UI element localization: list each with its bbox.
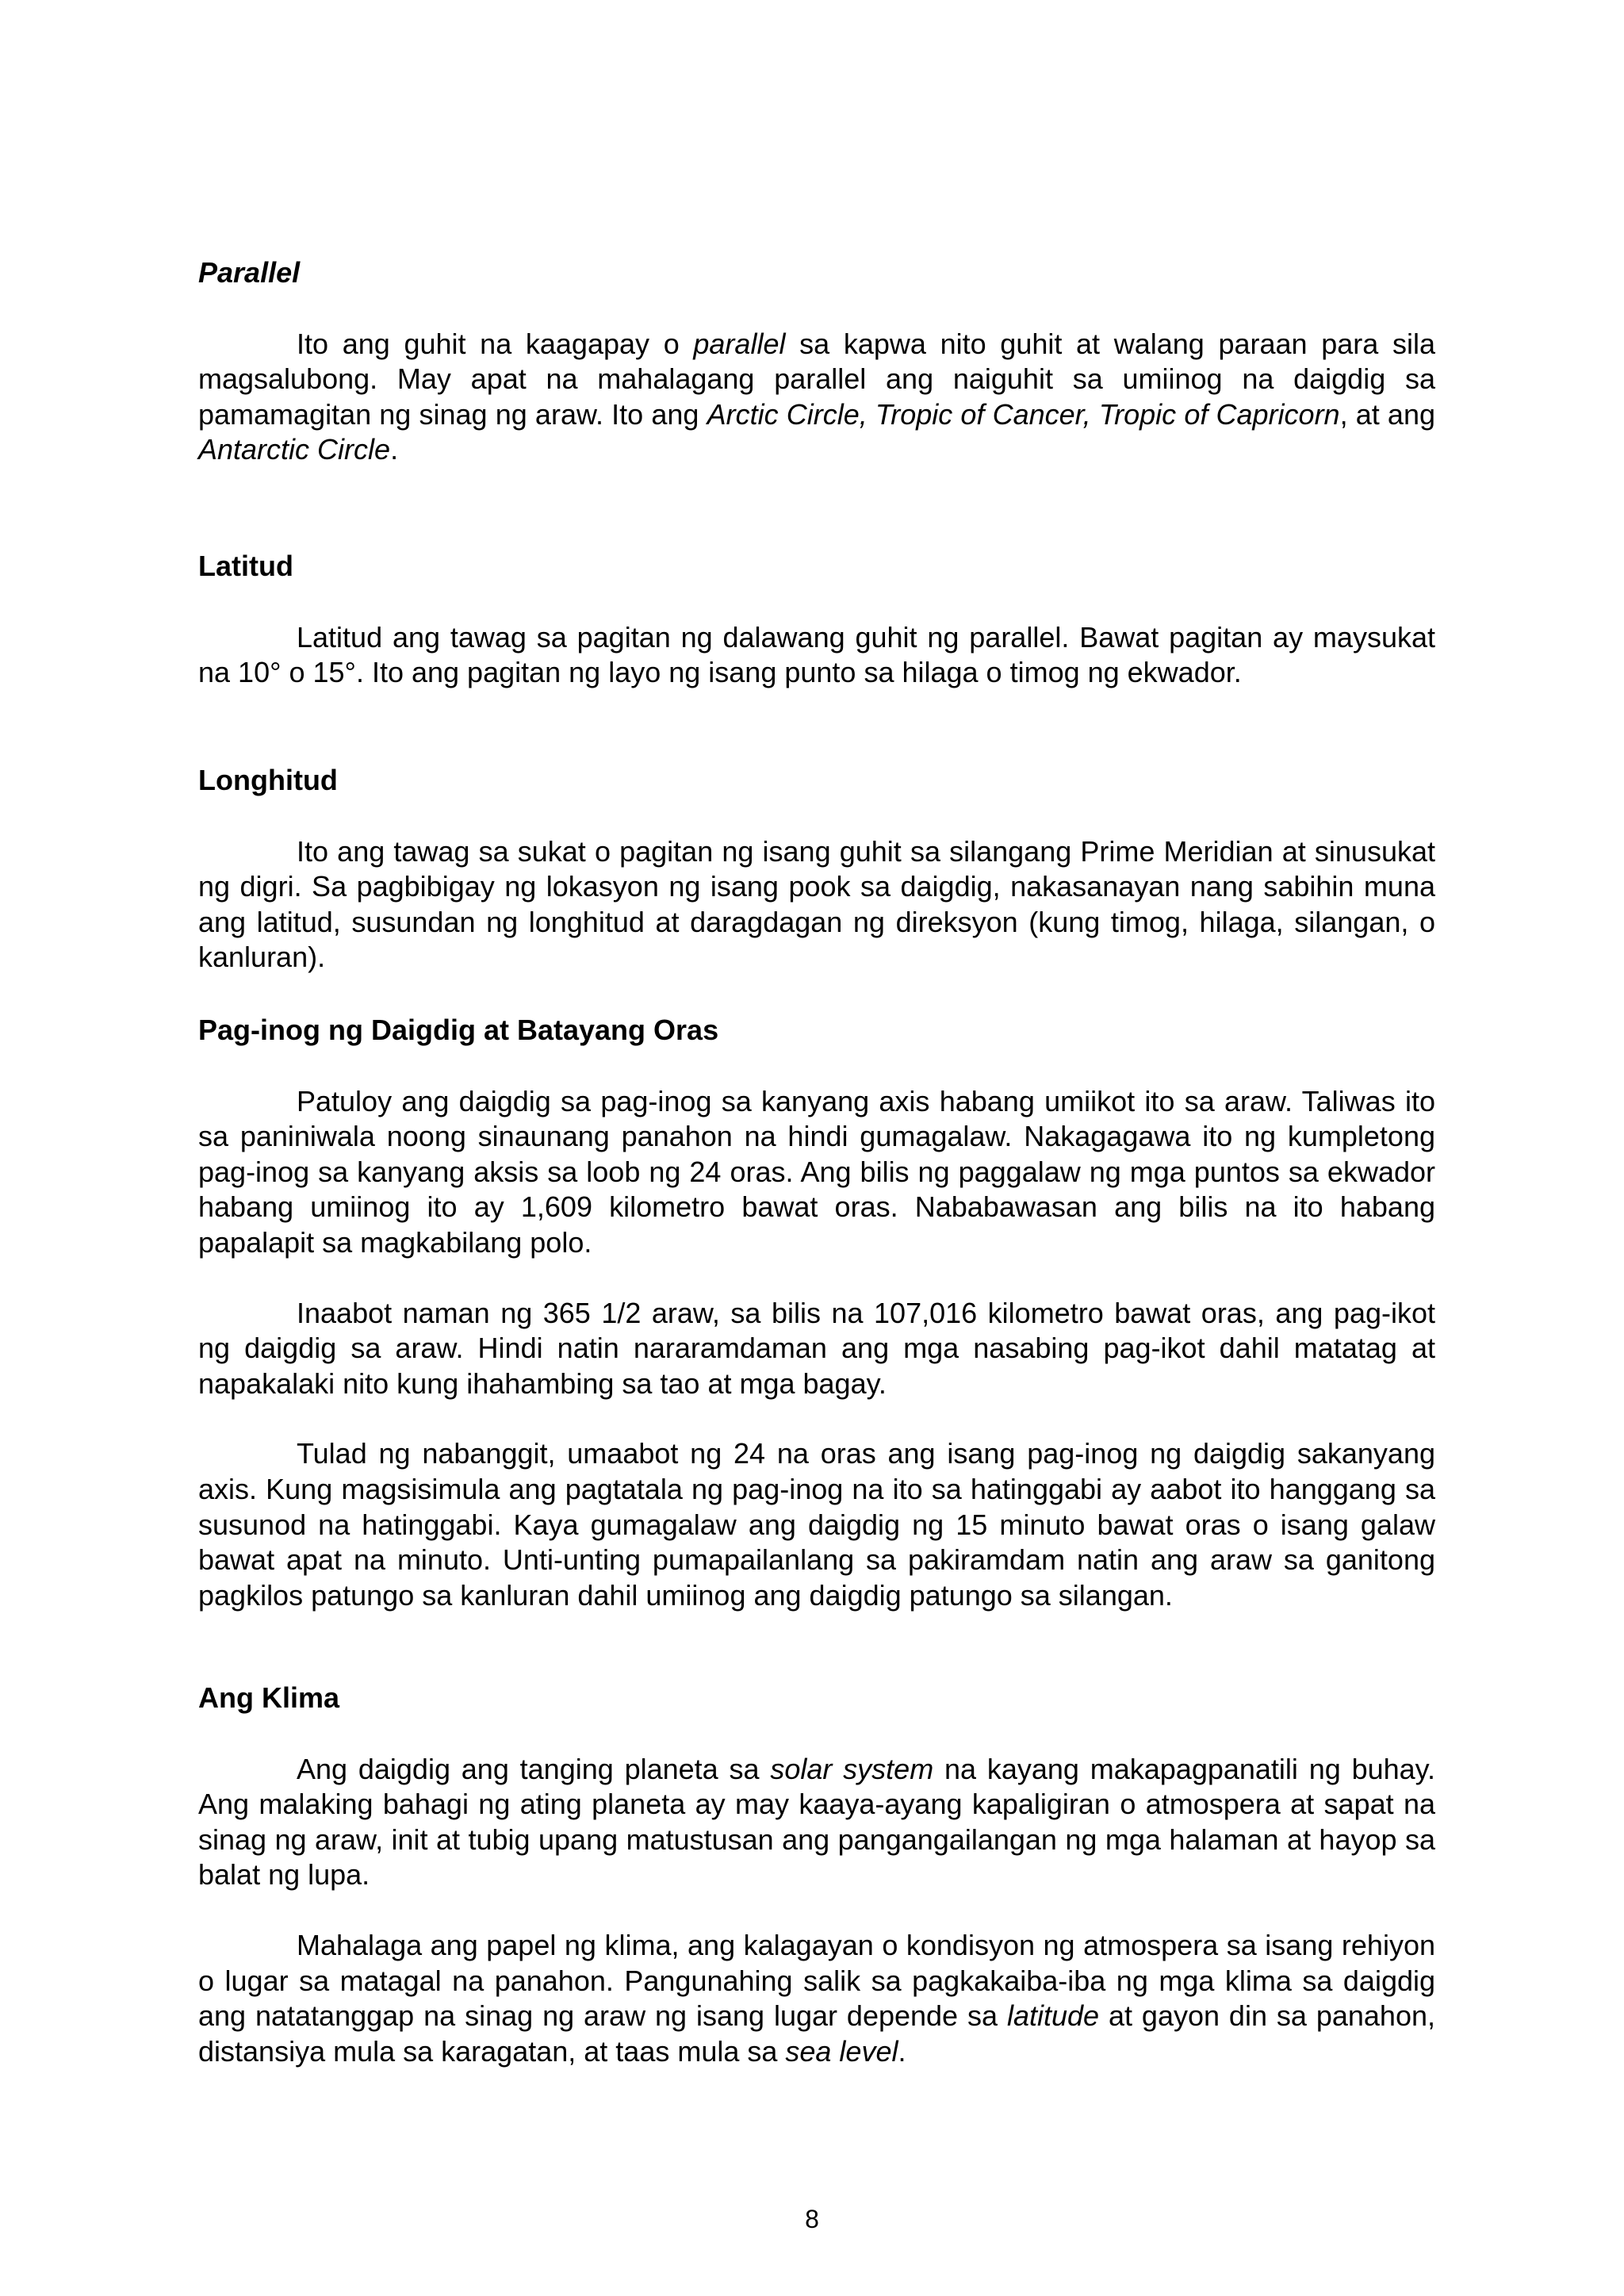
section-paragraph: Ito ang tawag sa sukat o pagitan ng isang guhit sa silangang Prime Meridian at sinusukat ng digri. Sa pagbibigay ng lokasyon ng isang pook sa daigdig, nakasanayan nang sabihin muna ang latitud, susundan ng longhitud at daragdagan ng direksyon (kung timog, hilaga, silangan, o kanluran). <box>198 834 1435 974</box>
section-ang-klima <box>198 1681 1435 2069</box>
section-paragraph: Ito ang guhit na kaagapay o parallel sa kapwa nito guhit at walang paraan para sila magsalubong. May apat na mahalagang parallel ang naiguhit sa umiinog na daigdig sa pamamagitan ng sinag ng araw. Ito ang Arctic Circle, Tropic of Cancer, Tropic of Capricorn, at ang Antarctic Circle. <box>198 327 1435 466</box>
section-heading: Longhitud <box>198 764 338 796</box>
section-paragraph: Mahalaga ang papel ng klima, ang kalagayan o kondisyon ng atmospera sa isang rehiyon o lugar sa matagal na panahon. Pangunahing salik sa pagkakaiba-iba ng mga klima sa daigdig ang natatanggap na sinag ng araw ng isang lugar depende sa latitude at gayon din sa panahon, distansiya mula sa karagatan, at taas mula sa sea level. <box>198 1928 1435 2068</box>
italic-term: parallel <box>693 327 786 360</box>
section-latitud <box>198 549 1435 691</box>
section-parallel <box>198 255 1435 468</box>
section-heading: Ang Klima <box>198 1681 340 1714</box>
italic-term: solar system <box>770 1752 934 1785</box>
section-paragraph: Inaabot naman ng 365 1/2 araw, sa bilis na 107,016 kilometro bawat oras, ang pag-ikot ng daigdig sa araw. Hindi natin nararamdaman ang mga nasabing pag-ikot dahil matatag at napakalaki nito kung ihahambing sa tao at mga bagay. <box>198 1296 1435 1400</box>
italic-term: latitude <box>1006 1999 1100 2033</box>
section-pag-inog <box>198 1013 1435 1613</box>
section-heading: Latitud <box>198 550 293 582</box>
italic-term: sea level <box>785 2034 898 2068</box>
section-longhitud <box>198 763 1435 976</box>
section-heading: Pag-inog ng Daigdig at Batayang Oras <box>198 1014 719 1046</box>
section-paragraph: Patuloy ang daigdig sa pag-inog sa kanyang axis habang umiikot ito sa araw. Taliwas ito sa paniniwala noong sinaunang panahon na hindi gumagalaw. Nakagagawa ito ng kumpletong pag-inog sa kanyang aksis sa loob ng 24 oras. Ang bilis ng paggalaw ng mga puntos sa ekwador habang umiinog ito ay 1,609 kilometro bawat oras. Nababawasan ang bilis na ito habang papalapit sa magkabilang polo. <box>198 1084 1435 1259</box>
section-paragraph: Ang daigdig ang tanging planeta sa solar system na kayang makapagpanatili ng buhay. Ang malaking bahagi ng ating planeta ay may kaaya-ayang kapaligiran o atmospera at sapat na sinag ng araw, init at tubig upang matustusan ang pangangailangan ng mga halaman at hayop sa balat ng lupa. <box>198 1752 1435 1892</box>
section-paragraph: Tulad ng nabanggit, umaabot ng 24 na oras ang isang pag-inog ng daigdig sakanyang axis. Kung magsisimula ang pagtatala ng pag-inog na ito sa hatinggabi ay aabot ito hanggang sa susunod na hatinggabi. Kaya gumagalaw ang daigdig ng 15 minuto bawat oras o isang galaw bawat apat na minuto. Unti-unting pumapailanlang sa pakiramdam natin ang araw sa ganitong pagkilos patungo sa kanluran dahil umiinog ang daigdig patungo sa silangan. <box>198 1437 1435 1612</box>
section-heading: Parallel <box>198 256 301 289</box>
section-paragraph: Latitud ang tawag sa pagitan ng dalawang guhit ng parallel. Bawat pagitan ay maysukat na 10° o 15°. Ito ang pagitan ng layo ng isang punto sa hilaga o timog ng ekwador. <box>198 620 1435 689</box>
page-number: 8 <box>805 2205 819 2233</box>
italic-term: Arctic Circle, Tropic of Cancer, Tropic of Capricorn <box>707 397 1340 431</box>
italic-term: Antarctic Circle <box>198 433 391 466</box>
